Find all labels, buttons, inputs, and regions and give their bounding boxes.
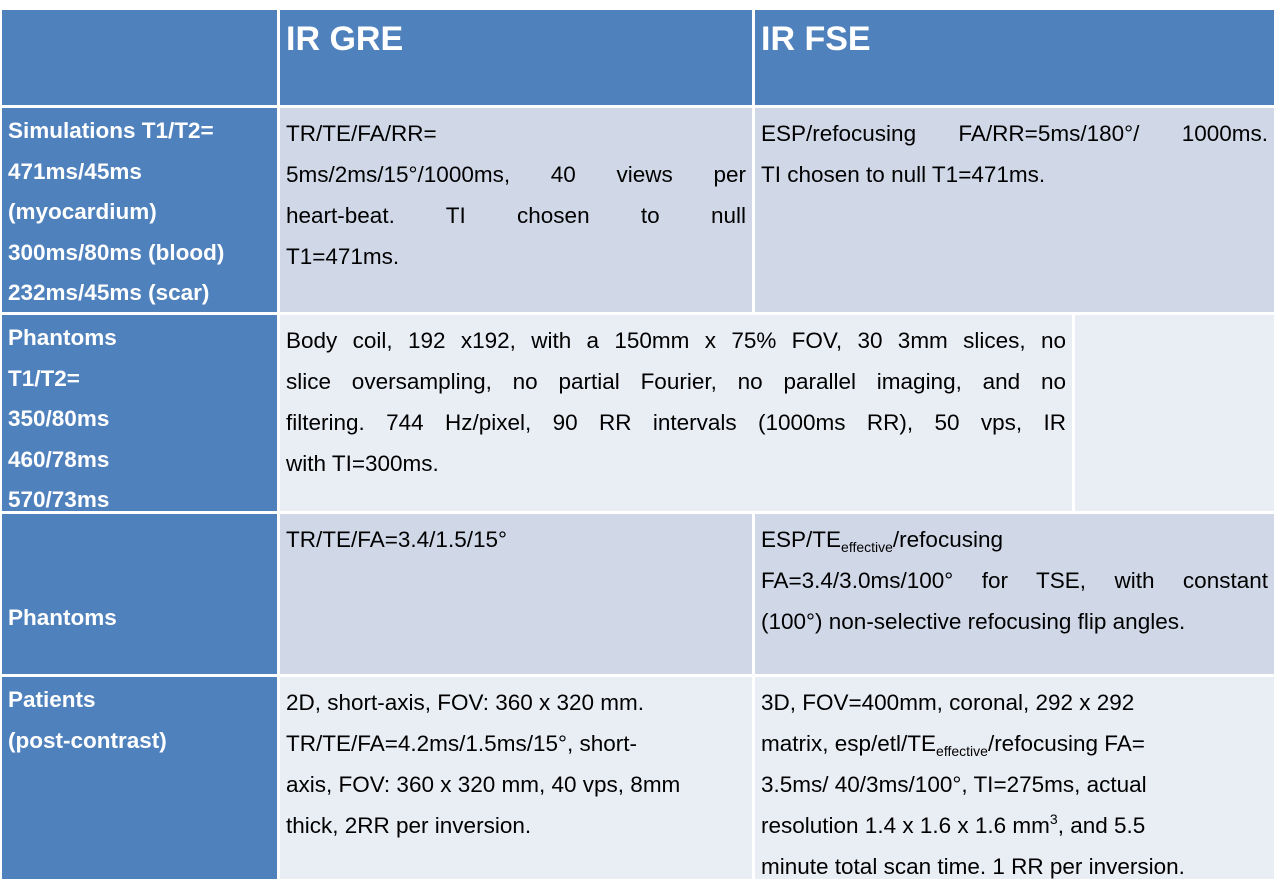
- label-line: 232ms/45ms (scar): [8, 280, 210, 305]
- text-part: ESP/TE: [761, 527, 842, 552]
- text-line: T1=471ms.: [286, 244, 400, 269]
- label-line: Phantoms: [8, 605, 117, 630]
- text-line: 2D, short-axis, FOV: 360 x 320 mm.: [286, 690, 645, 715]
- text-part: /refocusing FA=: [987, 731, 1145, 756]
- phantoms-merged-cell: [280, 315, 1072, 511]
- text-line: [761, 519, 1268, 560]
- text-line: FA=3.4/3.0ms/100° for TSE, with constant: [761, 568, 1268, 593]
- label-line: T1/T2=: [8, 365, 80, 391]
- label-line: 350/80ms: [8, 406, 110, 431]
- header-ir-gre: IR GRE: [280, 10, 752, 105]
- label-line: 471ms/45ms: [8, 158, 142, 184]
- text-line: ESP/refocusing FA/RR=5ms/180°/ 1000ms.: [761, 121, 1268, 146]
- patients-gre-cell: [280, 677, 752, 879]
- label-line: Simulations T1/T2=: [8, 118, 214, 143]
- text-part: matrix, esp/etl/TE: [761, 731, 937, 756]
- header-ir-fse: IR FSE: [755, 10, 1274, 105]
- label-line: (myocardium): [8, 199, 157, 224]
- text-line: [761, 723, 1268, 764]
- text-line: (100°) non-selective refocusing flip angles.: [761, 609, 1186, 634]
- label-line: Patients: [8, 687, 96, 712]
- text-line: thick, 2RR per inversion.: [286, 813, 532, 838]
- text-line: TI chosen to null T1=471ms.: [761, 162, 1046, 187]
- header-corner-cell: [2, 10, 277, 105]
- superscript-text: 3: [1049, 811, 1058, 827]
- simulations-fse-cell: [755, 108, 1274, 312]
- text-line: slice oversampling, no partial Fourier, no parallel imaging, and no: [286, 369, 1066, 394]
- text-line: TR/TE/FA=4.2ms/1.5ms/15°, short-: [286, 731, 637, 756]
- label-line: 570/73ms: [8, 487, 110, 511]
- row-label-simulations: [2, 108, 277, 312]
- text-line: 3D, FOV=400mm, coronal, 292 x 292: [761, 690, 1135, 715]
- text-line: Body coil, 192 x192, with a 150mm x 75% FOV, 30 3mm slices, no: [286, 328, 1066, 353]
- subscript-text: effective: [841, 539, 893, 555]
- row-label-phantoms: [2, 514, 277, 674]
- text-part: /refocusing: [892, 527, 1003, 552]
- text-part: , and 5.5: [1057, 813, 1146, 838]
- text-line: with TI=300ms.: [286, 451, 439, 476]
- label-line: 300ms/80ms (blood): [8, 239, 225, 265]
- phantoms-gre-cell: [280, 514, 752, 674]
- text-line: filtering. 744 Hz/pixel, 90 RR intervals (1000ms RR), 50 vps, IR: [286, 410, 1066, 435]
- text-line: 3.5ms/ 40/3ms/100°, TI=275ms, actual: [761, 772, 1147, 797]
- text-line: TR/TE/FA/RR=: [286, 121, 437, 146]
- row-label-phantoms-t1t2: [2, 315, 277, 511]
- phantoms-empty-cell: [1075, 315, 1274, 511]
- text-line: axis, FOV: 360 x 320 mm, 40 vps, 8mm: [286, 772, 681, 797]
- phantoms-fse-cell: [755, 514, 1274, 674]
- simulations-gre-cell: [280, 108, 752, 312]
- text-line: minute total scan time. 1 RR per inversion.: [761, 854, 1185, 879]
- text-line: TR/TE/FA=3.4/1.5/15°: [286, 527, 507, 552]
- label-line: Phantoms: [8, 325, 117, 350]
- text-part: resolution 1.4 x 1.6 x 1.6 mm: [761, 813, 1050, 838]
- text-line: 5ms/2ms/15°/1000ms, 40 views per: [286, 162, 746, 187]
- patients-fse-cell: [755, 677, 1274, 879]
- text-line: [761, 805, 1268, 846]
- subscript-text: effective: [936, 743, 988, 759]
- label-line: (post-contrast): [8, 727, 167, 753]
- row-label-patients: [2, 677, 277, 879]
- label-line: 460/78ms: [8, 446, 110, 472]
- text-line: heart-beat. TI chosen to null: [286, 203, 746, 228]
